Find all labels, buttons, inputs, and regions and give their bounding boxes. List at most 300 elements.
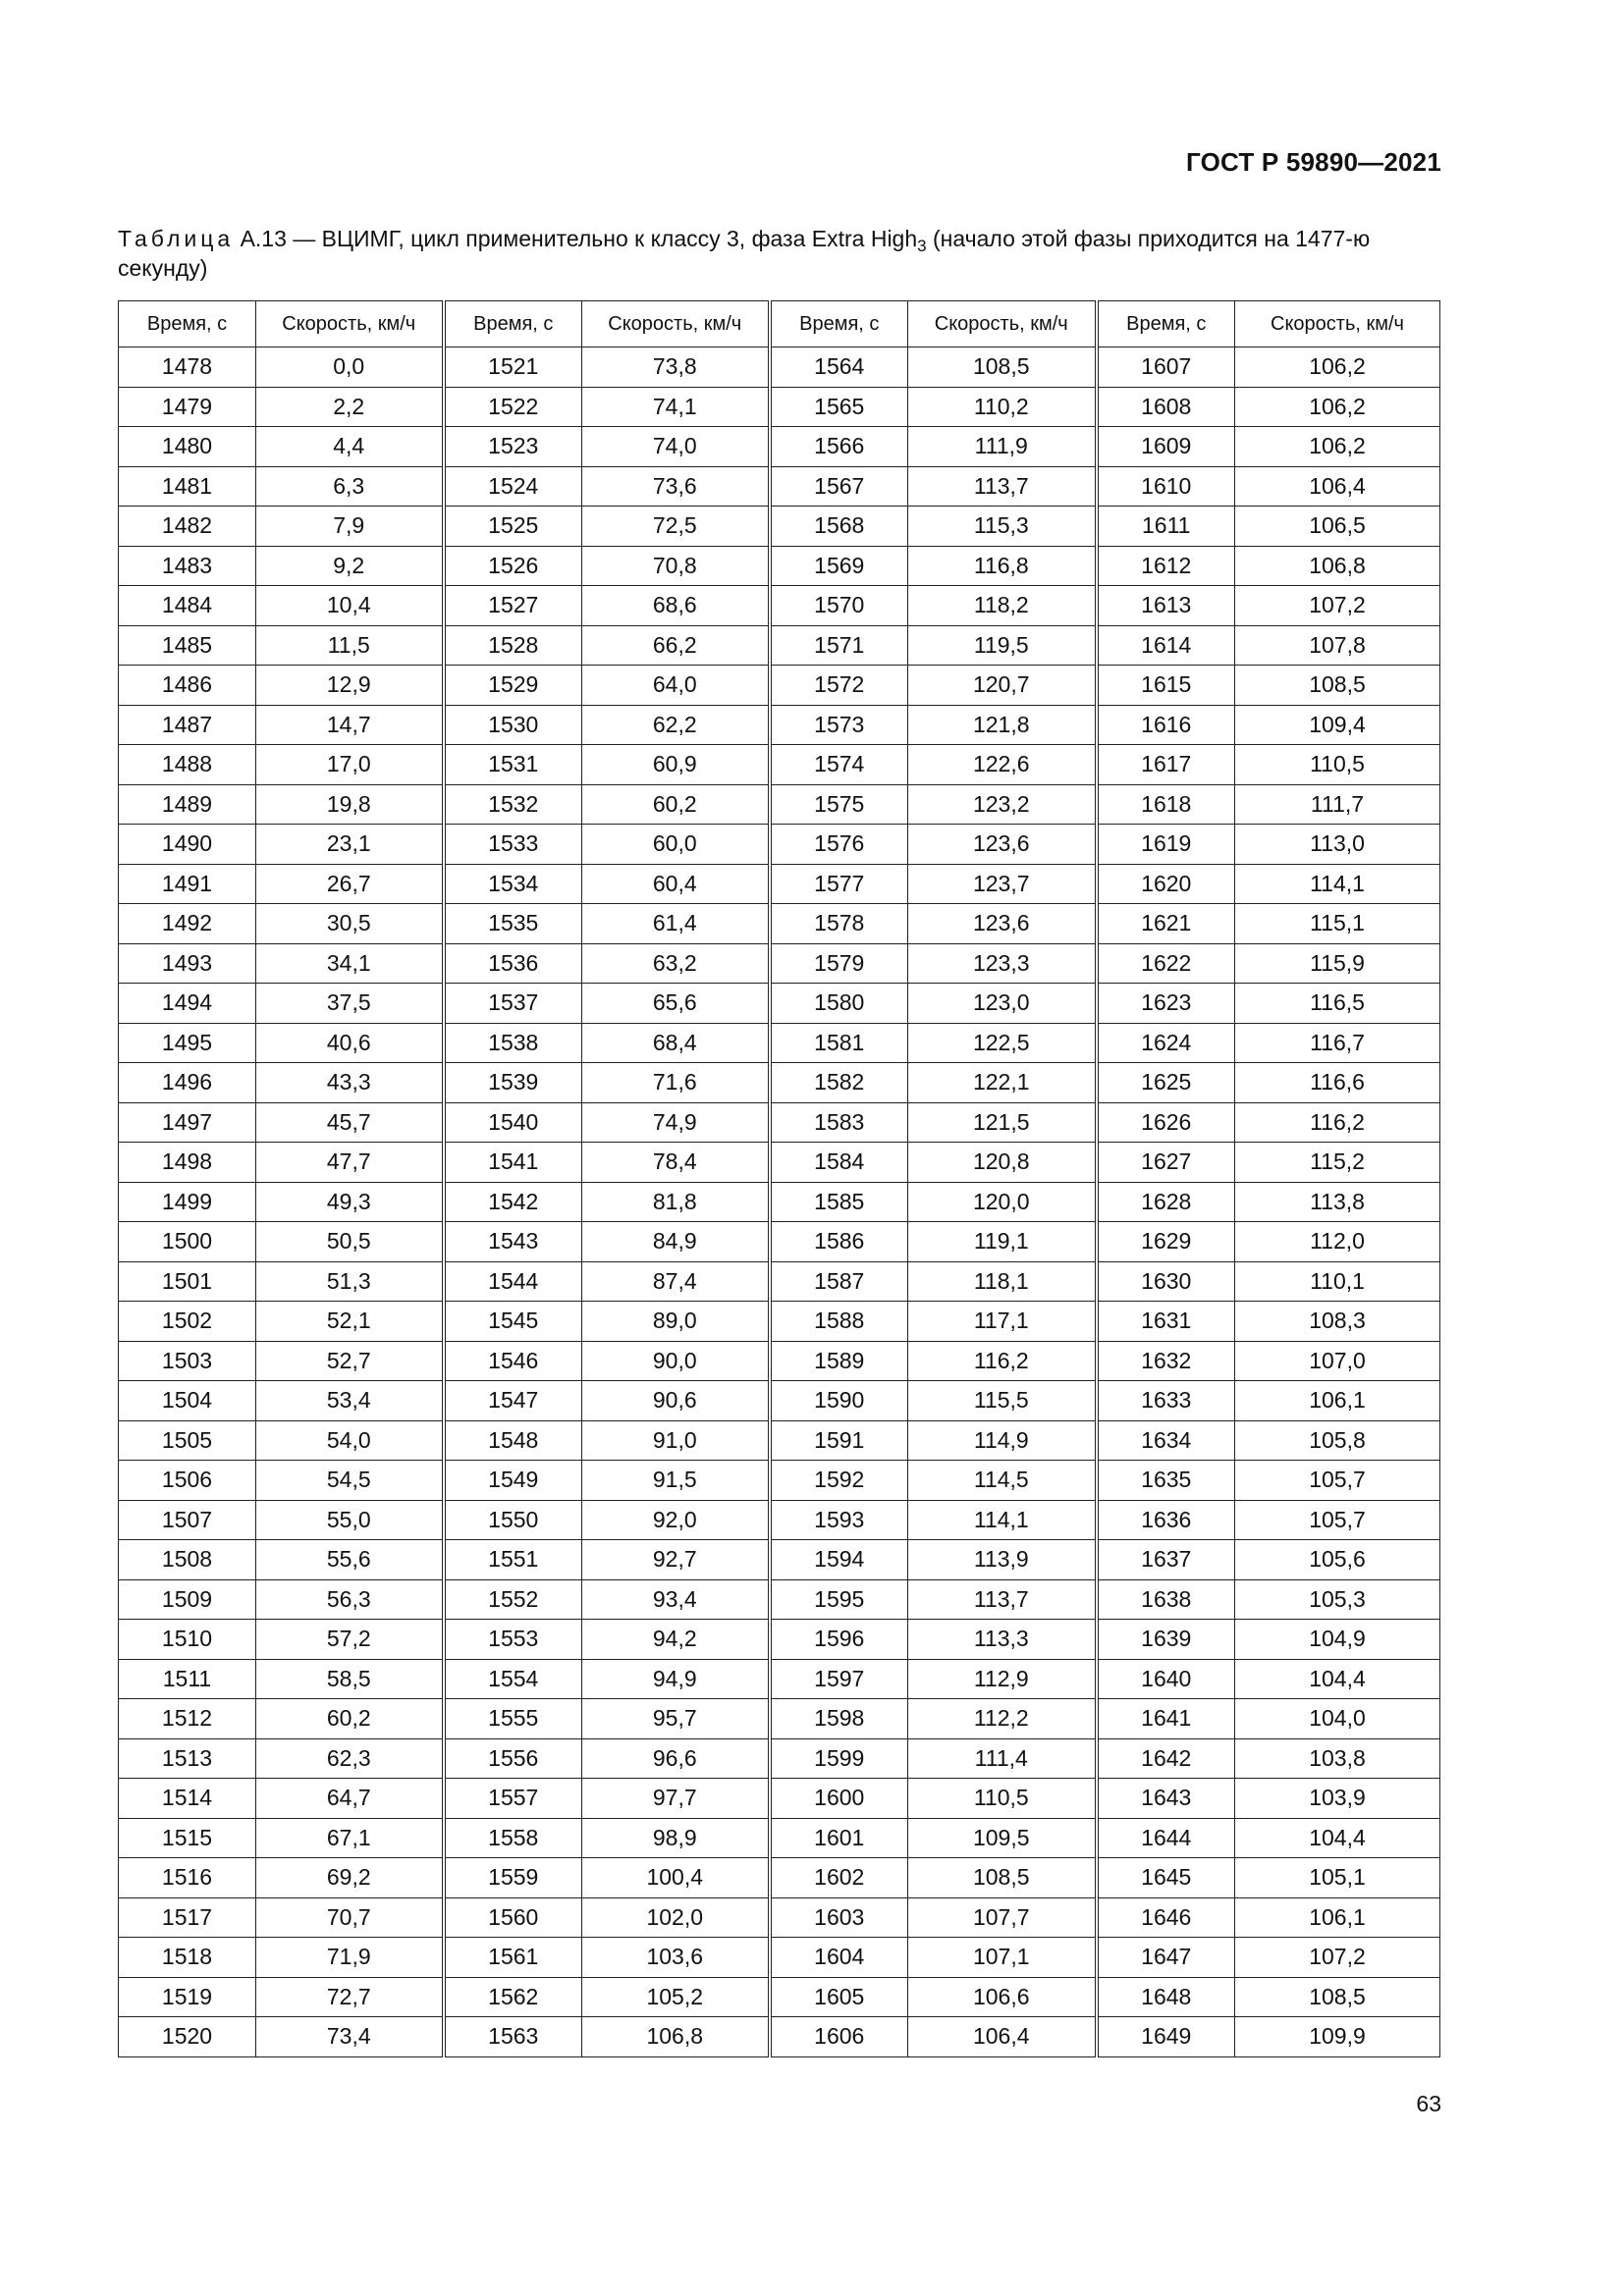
speed-cell: 108,5 — [908, 347, 1097, 388]
time-cell: 1501 — [119, 1261, 256, 1302]
speed-cell: 119,1 — [908, 1222, 1097, 1262]
speed-cell: 37,5 — [256, 984, 444, 1024]
speed-cell: 68,6 — [582, 586, 770, 626]
speed-cell: 113,8 — [1235, 1182, 1440, 1222]
table-row — [119, 387, 1440, 427]
speed-cell: 49,3 — [256, 1182, 444, 1222]
time-cell: 1509 — [119, 1579, 256, 1620]
speed-cell: 90,6 — [582, 1381, 770, 1421]
speed-cell: 60,4 — [582, 864, 770, 904]
header-speed: Скорость, км/ч — [582, 301, 770, 347]
speed-cell: 0,0 — [256, 347, 444, 388]
table-row — [119, 943, 1440, 984]
table-row — [119, 745, 1440, 785]
speed-cell: 17,0 — [256, 745, 444, 785]
time-cell: 1518 — [119, 1938, 256, 1978]
speed-cell: 62,3 — [256, 1738, 444, 1779]
time-cell: 1602 — [770, 1858, 908, 1898]
speed-cell: 106,4 — [908, 2017, 1097, 2057]
time-cell: 1589 — [770, 1341, 908, 1381]
table-row — [119, 1102, 1440, 1143]
time-cell: 1625 — [1097, 1063, 1235, 1103]
time-cell: 1522 — [444, 387, 582, 427]
speed-cell: 61,4 — [582, 904, 770, 944]
time-cell: 1614 — [1097, 625, 1235, 666]
speed-cell: 107,8 — [1235, 625, 1440, 666]
speed-cell: 107,0 — [1235, 1341, 1440, 1381]
speed-cell: 56,3 — [256, 1579, 444, 1620]
speed-cell: 108,5 — [908, 1858, 1097, 1898]
time-cell: 1526 — [444, 546, 582, 586]
speed-cell: 70,7 — [256, 1897, 444, 1938]
time-cell: 1492 — [119, 904, 256, 944]
time-cell: 1515 — [119, 1818, 256, 1858]
time-cell: 1576 — [770, 825, 908, 865]
time-cell: 1615 — [1097, 666, 1235, 706]
speed-cell: 112,0 — [1235, 1222, 1440, 1262]
speed-cell: 107,2 — [1235, 586, 1440, 626]
time-cell: 1505 — [119, 1420, 256, 1461]
speed-cell: 63,2 — [582, 943, 770, 984]
time-cell: 1566 — [770, 427, 908, 467]
time-cell: 1639 — [1097, 1620, 1235, 1660]
time-cell: 1643 — [1097, 1779, 1235, 1819]
header-speed: Скорость, км/ч — [1235, 301, 1440, 347]
time-cell: 1519 — [119, 1977, 256, 2017]
speed-cell: 113,7 — [908, 1579, 1097, 1620]
speed-cell: 111,4 — [908, 1738, 1097, 1779]
time-cell: 1626 — [1097, 1102, 1235, 1143]
time-cell: 1556 — [444, 1738, 582, 1779]
time-cell: 1601 — [770, 1818, 908, 1858]
speed-cell: 71,9 — [256, 1938, 444, 1978]
time-cell: 1514 — [119, 1779, 256, 1819]
table-row — [119, 466, 1440, 507]
speed-cell: 112,9 — [908, 1659, 1097, 1699]
speed-cell: 60,2 — [582, 784, 770, 825]
header-time: Время, с — [444, 301, 582, 347]
time-cell: 1575 — [770, 784, 908, 825]
speed-cell: 107,7 — [908, 1897, 1097, 1938]
time-cell: 1574 — [770, 745, 908, 785]
speed-cell: 92,7 — [582, 1540, 770, 1580]
time-cell: 1489 — [119, 784, 256, 825]
speed-cell: 114,9 — [908, 1420, 1097, 1461]
speed-cell: 108,5 — [1235, 1977, 1440, 2017]
time-cell: 1528 — [444, 625, 582, 666]
speed-cell: 104,9 — [1235, 1620, 1440, 1660]
time-cell: 1586 — [770, 1222, 908, 1262]
speed-cell: 89,0 — [582, 1302, 770, 1342]
time-cell: 1495 — [119, 1023, 256, 1063]
time-cell: 1598 — [770, 1699, 908, 1739]
table-row — [119, 1897, 1440, 1938]
speed-cell: 93,4 — [582, 1579, 770, 1620]
speed-cell: 106,8 — [1235, 546, 1440, 586]
time-cell: 1482 — [119, 507, 256, 547]
speed-cell: 123,6 — [908, 904, 1097, 944]
table-row — [119, 984, 1440, 1024]
speed-cell: 114,1 — [1235, 864, 1440, 904]
time-cell: 1554 — [444, 1659, 582, 1699]
speed-cell: 106,2 — [1235, 347, 1440, 388]
time-cell: 1572 — [770, 666, 908, 706]
time-cell: 1504 — [119, 1381, 256, 1421]
speed-cell: 113,9 — [908, 1540, 1097, 1580]
time-cell: 1486 — [119, 666, 256, 706]
time-cell: 1511 — [119, 1659, 256, 1699]
time-cell: 1607 — [1097, 347, 1235, 388]
caption-text: А.13 — ВЦИМГ, цикл применительно к классу 3, фаза Extra High — [234, 226, 918, 251]
speed-cell: 71,6 — [582, 1063, 770, 1103]
time-cell: 1521 — [444, 347, 582, 388]
speed-cell: 72,5 — [582, 507, 770, 547]
time-cell: 1617 — [1097, 745, 1235, 785]
header-time: Время, с — [770, 301, 908, 347]
time-cell: 1536 — [444, 943, 582, 984]
speed-cell: 109,4 — [1235, 705, 1440, 745]
speed-cell: 100,4 — [582, 1858, 770, 1898]
time-cell: 1595 — [770, 1579, 908, 1620]
speed-cell: 7,9 — [256, 507, 444, 547]
speed-cell: 114,5 — [908, 1461, 1097, 1501]
speed-time-table — [118, 300, 1440, 2057]
speed-cell: 117,1 — [908, 1302, 1097, 1342]
speed-cell: 106,8 — [582, 2017, 770, 2057]
time-cell: 1635 — [1097, 1461, 1235, 1501]
table-row — [119, 705, 1440, 745]
time-cell: 1592 — [770, 1461, 908, 1501]
speed-cell: 105,8 — [1235, 1420, 1440, 1461]
time-cell: 1543 — [444, 1222, 582, 1262]
time-cell: 1487 — [119, 705, 256, 745]
table-row — [119, 666, 1440, 706]
time-cell: 1624 — [1097, 1023, 1235, 1063]
speed-cell: 115,3 — [908, 507, 1097, 547]
time-cell: 1616 — [1097, 705, 1235, 745]
time-cell: 1560 — [444, 1897, 582, 1938]
table-row — [119, 864, 1440, 904]
time-cell: 1491 — [119, 864, 256, 904]
speed-cell: 118,2 — [908, 586, 1097, 626]
speed-cell: 121,8 — [908, 705, 1097, 745]
time-cell: 1484 — [119, 586, 256, 626]
speed-cell: 68,4 — [582, 1023, 770, 1063]
speed-cell: 64,0 — [582, 666, 770, 706]
table-row — [119, 1420, 1440, 1461]
speed-cell: 40,6 — [256, 1023, 444, 1063]
time-cell: 1535 — [444, 904, 582, 944]
time-cell: 1623 — [1097, 984, 1235, 1024]
time-cell: 1485 — [119, 625, 256, 666]
table-row — [119, 546, 1440, 586]
time-cell: 1540 — [444, 1102, 582, 1143]
header-time: Время, с — [119, 301, 256, 347]
speed-cell: 106,4 — [1235, 466, 1440, 507]
speed-cell: 123,3 — [908, 943, 1097, 984]
time-cell: 1479 — [119, 387, 256, 427]
speed-cell: 52,1 — [256, 1302, 444, 1342]
time-cell: 1555 — [444, 1699, 582, 1739]
time-cell: 1605 — [770, 1977, 908, 2017]
time-cell: 1637 — [1097, 1540, 1235, 1580]
speed-cell: 92,0 — [582, 1500, 770, 1540]
time-cell: 1568 — [770, 507, 908, 547]
table-row — [119, 1699, 1440, 1739]
speed-cell: 107,2 — [1235, 1938, 1440, 1978]
speed-cell: 109,5 — [908, 1818, 1097, 1858]
speed-cell: 107,1 — [908, 1938, 1097, 1978]
speed-cell: 98,9 — [582, 1818, 770, 1858]
time-cell: 1545 — [444, 1302, 582, 1342]
speed-cell: 116,5 — [1235, 984, 1440, 1024]
speed-cell: 4,4 — [256, 427, 444, 467]
time-cell: 1593 — [770, 1500, 908, 1540]
time-cell: 1604 — [770, 1938, 908, 1978]
time-cell: 1580 — [770, 984, 908, 1024]
time-cell: 1527 — [444, 586, 582, 626]
time-cell: 1542 — [444, 1182, 582, 1222]
time-cell: 1594 — [770, 1540, 908, 1580]
speed-cell: 2,2 — [256, 387, 444, 427]
speed-cell: 105,6 — [1235, 1540, 1440, 1580]
table-row — [119, 1858, 1440, 1898]
time-cell: 1523 — [444, 427, 582, 467]
table-row — [119, 1620, 1440, 1660]
time-cell: 1481 — [119, 466, 256, 507]
time-cell: 1548 — [444, 1420, 582, 1461]
header-speed: Скорость, км/ч — [908, 301, 1097, 347]
time-cell: 1529 — [444, 666, 582, 706]
table-row — [119, 1938, 1440, 1978]
time-cell: 1649 — [1097, 2017, 1235, 2057]
time-cell: 1530 — [444, 705, 582, 745]
table-row — [119, 1779, 1440, 1819]
time-cell: 1520 — [119, 2017, 256, 2057]
speed-cell: 111,9 — [908, 427, 1097, 467]
time-cell: 1570 — [770, 586, 908, 626]
speed-cell: 115,2 — [1235, 1143, 1440, 1183]
time-cell: 1557 — [444, 1779, 582, 1819]
speed-cell: 113,0 — [1235, 825, 1440, 865]
caption-label: Таблица — [118, 226, 235, 251]
speed-cell: 120,0 — [908, 1182, 1097, 1222]
time-cell: 1588 — [770, 1302, 908, 1342]
time-cell: 1577 — [770, 864, 908, 904]
table-body — [119, 347, 1440, 2057]
speed-cell: 122,6 — [908, 745, 1097, 785]
speed-cell: 30,5 — [256, 904, 444, 944]
speed-cell: 103,9 — [1235, 1779, 1440, 1819]
time-cell: 1638 — [1097, 1579, 1235, 1620]
time-cell: 1510 — [119, 1620, 256, 1660]
table-row — [119, 784, 1440, 825]
table-row — [119, 1977, 1440, 2017]
speed-cell: 108,3 — [1235, 1302, 1440, 1342]
time-cell: 1581 — [770, 1023, 908, 1063]
speed-cell: 19,8 — [256, 784, 444, 825]
time-cell: 1562 — [444, 1977, 582, 2017]
time-cell: 1517 — [119, 1897, 256, 1938]
time-cell: 1571 — [770, 625, 908, 666]
time-cell: 1584 — [770, 1143, 908, 1183]
speed-cell: 73,8 — [582, 347, 770, 388]
table-row — [119, 1738, 1440, 1779]
header-time: Время, с — [1097, 301, 1235, 347]
time-cell: 1599 — [770, 1738, 908, 1779]
time-cell: 1646 — [1097, 1897, 1235, 1938]
time-cell: 1582 — [770, 1063, 908, 1103]
time-cell: 1647 — [1097, 1938, 1235, 1978]
time-cell: 1490 — [119, 825, 256, 865]
time-cell: 1629 — [1097, 1222, 1235, 1262]
time-cell: 1585 — [770, 1182, 908, 1222]
speed-cell: 106,6 — [908, 1977, 1097, 2017]
speed-cell: 108,5 — [1235, 666, 1440, 706]
time-cell: 1538 — [444, 1023, 582, 1063]
table-header-row — [119, 301, 1440, 347]
speed-cell: 95,7 — [582, 1699, 770, 1739]
time-cell: 1627 — [1097, 1143, 1235, 1183]
speed-cell: 78,4 — [582, 1143, 770, 1183]
time-cell: 1507 — [119, 1500, 256, 1540]
time-cell: 1498 — [119, 1143, 256, 1183]
speed-cell: 55,0 — [256, 1500, 444, 1540]
time-cell: 1499 — [119, 1182, 256, 1222]
speed-cell: 123,6 — [908, 825, 1097, 865]
document-id: ГОСТ Р 59890—2021 — [1186, 147, 1441, 177]
table-row — [119, 1023, 1440, 1063]
table-row — [119, 1302, 1440, 1342]
time-cell: 1502 — [119, 1302, 256, 1342]
speed-cell: 62,2 — [582, 705, 770, 745]
time-cell: 1483 — [119, 546, 256, 586]
speed-cell: 116,6 — [1235, 1063, 1440, 1103]
speed-cell: 109,9 — [1235, 2017, 1440, 2057]
time-cell: 1569 — [770, 546, 908, 586]
time-cell: 1549 — [444, 1461, 582, 1501]
time-cell: 1603 — [770, 1897, 908, 1938]
time-cell: 1648 — [1097, 1977, 1235, 2017]
time-cell: 1613 — [1097, 586, 1235, 626]
speed-cell: 111,7 — [1235, 784, 1440, 825]
speed-cell: 103,6 — [582, 1938, 770, 1978]
time-cell: 1642 — [1097, 1738, 1235, 1779]
table-row — [119, 1063, 1440, 1103]
time-cell: 1619 — [1097, 825, 1235, 865]
table-row — [119, 507, 1440, 547]
speed-cell: 66,2 — [582, 625, 770, 666]
speed-cell: 116,2 — [1235, 1102, 1440, 1143]
table-row — [119, 2017, 1440, 2057]
speed-cell: 114,1 — [908, 1500, 1097, 1540]
speed-cell: 52,7 — [256, 1341, 444, 1381]
speed-cell: 73,6 — [582, 466, 770, 507]
speed-cell: 105,2 — [582, 1977, 770, 2017]
speed-cell: 105,7 — [1235, 1461, 1440, 1501]
speed-cell: 34,1 — [256, 943, 444, 984]
speed-cell: 90,0 — [582, 1341, 770, 1381]
time-cell: 1524 — [444, 466, 582, 507]
speed-cell: 110,1 — [1235, 1261, 1440, 1302]
time-cell: 1632 — [1097, 1341, 1235, 1381]
table-row — [119, 586, 1440, 626]
speed-cell: 64,7 — [256, 1779, 444, 1819]
speed-cell: 97,7 — [582, 1779, 770, 1819]
speed-cell: 72,7 — [256, 1977, 444, 2017]
speed-cell: 53,4 — [256, 1381, 444, 1421]
table-row — [119, 825, 1440, 865]
speed-cell: 26,7 — [256, 864, 444, 904]
caption-text-end: (начало этой фазы приходится на 1477-ю секунду) — [118, 226, 1371, 281]
time-cell: 1547 — [444, 1381, 582, 1421]
time-cell: 1512 — [119, 1699, 256, 1739]
speed-cell: 106,1 — [1235, 1897, 1440, 1938]
speed-cell: 84,9 — [582, 1222, 770, 1262]
time-cell: 1611 — [1097, 507, 1235, 547]
time-cell: 1497 — [119, 1102, 256, 1143]
speed-cell: 96,6 — [582, 1738, 770, 1779]
speed-cell: 116,7 — [1235, 1023, 1440, 1063]
speed-cell: 67,1 — [256, 1818, 444, 1858]
speed-cell: 70,8 — [582, 546, 770, 586]
time-cell: 1573 — [770, 705, 908, 745]
table-row — [119, 427, 1440, 467]
table-row — [119, 1381, 1440, 1421]
time-cell: 1544 — [444, 1261, 582, 1302]
table-row — [119, 625, 1440, 666]
speed-cell: 122,5 — [908, 1023, 1097, 1063]
speed-cell: 74,1 — [582, 387, 770, 427]
speed-cell: 118,1 — [908, 1261, 1097, 1302]
table-row — [119, 904, 1440, 944]
speed-cell: 60,9 — [582, 745, 770, 785]
speed-cell: 54,0 — [256, 1420, 444, 1461]
speed-cell: 58,5 — [256, 1659, 444, 1699]
time-cell: 1618 — [1097, 784, 1235, 825]
time-cell: 1636 — [1097, 1500, 1235, 1540]
speed-cell: 115,9 — [1235, 943, 1440, 984]
time-cell: 1493 — [119, 943, 256, 984]
time-cell: 1645 — [1097, 1858, 1235, 1898]
page-number: 63 — [1416, 2091, 1441, 2116]
speed-cell: 74,9 — [582, 1102, 770, 1143]
speed-cell: 120,7 — [908, 666, 1097, 706]
time-cell: 1596 — [770, 1620, 908, 1660]
time-cell: 1579 — [770, 943, 908, 984]
time-cell: 1539 — [444, 1063, 582, 1103]
speed-cell: 91,0 — [582, 1420, 770, 1461]
speed-cell: 23,1 — [256, 825, 444, 865]
time-cell: 1583 — [770, 1102, 908, 1143]
speed-cell: 94,9 — [582, 1659, 770, 1699]
speed-cell: 50,5 — [256, 1222, 444, 1262]
time-cell: 1552 — [444, 1579, 582, 1620]
time-cell: 1537 — [444, 984, 582, 1024]
time-cell: 1622 — [1097, 943, 1235, 984]
speed-cell: 60,0 — [582, 825, 770, 865]
time-cell: 1578 — [770, 904, 908, 944]
time-cell: 1513 — [119, 1738, 256, 1779]
time-cell: 1503 — [119, 1341, 256, 1381]
speed-cell: 110,2 — [908, 387, 1097, 427]
time-cell: 1516 — [119, 1858, 256, 1898]
time-cell: 1628 — [1097, 1182, 1235, 1222]
speed-cell: 121,5 — [908, 1102, 1097, 1143]
time-cell: 1587 — [770, 1261, 908, 1302]
time-cell: 1525 — [444, 507, 582, 547]
time-cell: 1630 — [1097, 1261, 1235, 1302]
